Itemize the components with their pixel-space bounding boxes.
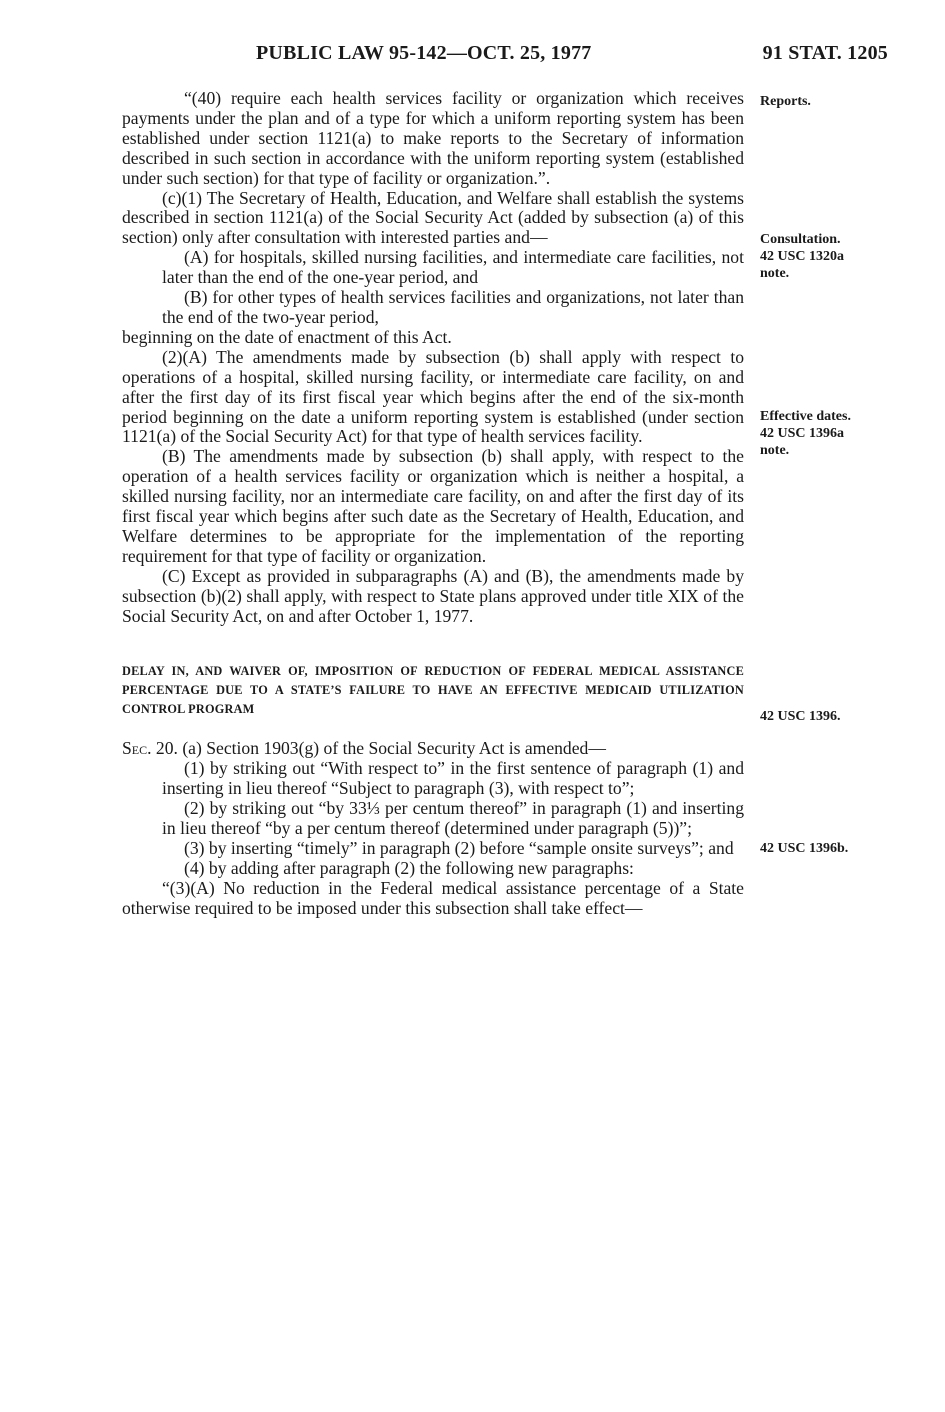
margin-note-usc-1396a: 42 USC 1396a xyxy=(760,426,845,441)
amendment-3: (3) by inserting “timely” in paragraph (2) before “sample onsite surveys”; and xyxy=(184,838,734,858)
header-title: PUBLIC LAW 95-142—OCT. 25, 1977 xyxy=(256,42,592,64)
section-heading: DELAY IN, AND WAIVER OF, IMPOSITION OF REDUCTION OF FEDERAL MEDICAL ASSISTANCE PERCENTAGE DUE TO A STATE’S FAILURE TO HAVE AN EFFECTIVE MEDICAID UTILIZATION CONTROL PROGRAM xyxy=(122,664,744,717)
section-20-text: 20. (a) Section 1903(g) of the Social Security Act is amended— xyxy=(151,738,606,759)
margin-note-reports: Reports. xyxy=(760,94,811,109)
section-20-intro xyxy=(122,739,744,759)
amendment-2: (2) by striking out “by 33⅓ per centum thereof” in paragraph (1) and inserting in lieu thereof “by a per centum thereof (determined under paragraph (5))”; xyxy=(162,798,744,839)
paragraph-c1-tail: beginning on the date of enactment of this Act. xyxy=(122,326,452,347)
margin-note-note-1: note. xyxy=(760,266,790,281)
paragraph-2A: (2)(A) The amendments made by subsection (b) shall apply with respect to operations of a hospital, skilled nursing facility, or intermediate care facility, on and after the first day of its first fiscal year which begins after the end of the six-month period beginning on the date a uniform reporting system is established (under section 1121(a) of the Social Security Act) for that type of health services facility. xyxy=(122,346,744,447)
header-stat-page: 91 STAT. 1205 xyxy=(762,42,888,64)
margin-note-usc-1320a: 42 USC 1320a xyxy=(760,249,845,264)
margin-note-effective-dates xyxy=(760,408,851,459)
margin-note-usc-1396: 42 USC 1396. xyxy=(760,709,841,724)
paragraph-c1: (c)(1) The Secretary of Health, Education, and Welfare shall establish the systems described in section 1121(a) of the Social Security Act (added by subsection (a) of this section) only after consultation with interested parties and— xyxy=(122,187,744,248)
paragraph-2C: (C) Except as provided in subparagraphs (A) and (B), the amendments made by subsection (b)(2) shall apply, with respect to State plans approved under title XIX of the Social Security Act, on and after October 1, 1977. xyxy=(122,565,744,626)
margin-note-usc-1396b: 42 USC 1396b. xyxy=(760,841,849,856)
new-paragraph-3A: “(3)(A) No reduction in the Federal medical assistance percentage of a State otherwise required to be imposed under this subsection shall take effect— xyxy=(122,877,744,918)
margin-note-consultation xyxy=(760,231,844,282)
amendment-4: (4) by adding after paragraph (2) the following new paragraphs: xyxy=(184,857,634,878)
margin-note-note-2: note. xyxy=(760,443,790,458)
paragraph-40: “(40) require each health services facility or organization which receives payments under the plan and of a type for which a uniform reporting system has been established under section 1121(a) to make reports to the Secretary of information described in such section in accordance with the uniform reporting system (established under such section) for that type of facility or organization.”. xyxy=(122,88,744,188)
paragraph-c1-A: (A) for hospitals, skilled nursing facilities, and intermediate care facilities, not later than the end of the one-year period, and xyxy=(162,247,744,288)
margin-note-effective-label: Effective dates. xyxy=(760,409,851,424)
paragraph-2B: (B) The amendments made by subsection (b) shall apply, with respect to the operation of a health services facility or organization which is neither a hospital, a skilled nursing facility, nor an intermediate care facility, on and after the first day of its first fiscal year which begins after such date as the Secretary of Health, Education, and Welfare determines to be appropriate for the implementation of the reporting requirement for that type of facility or organization. xyxy=(122,446,744,566)
amendment-1: (1) by striking out “With respect to” in the first sentence of paragraph (1) and inserting in lieu thereof “Subject to paragraph (3), with respect to”; xyxy=(162,758,744,799)
section-label: Sec. xyxy=(122,738,152,759)
paragraph-c1-B: (B) for other types of health services facilities and organizations, not later than the end of the two-year period, xyxy=(162,287,744,327)
page-header xyxy=(118,42,888,72)
main-text xyxy=(122,89,744,919)
margin-note-consultation-label: Consultation. xyxy=(760,232,841,247)
